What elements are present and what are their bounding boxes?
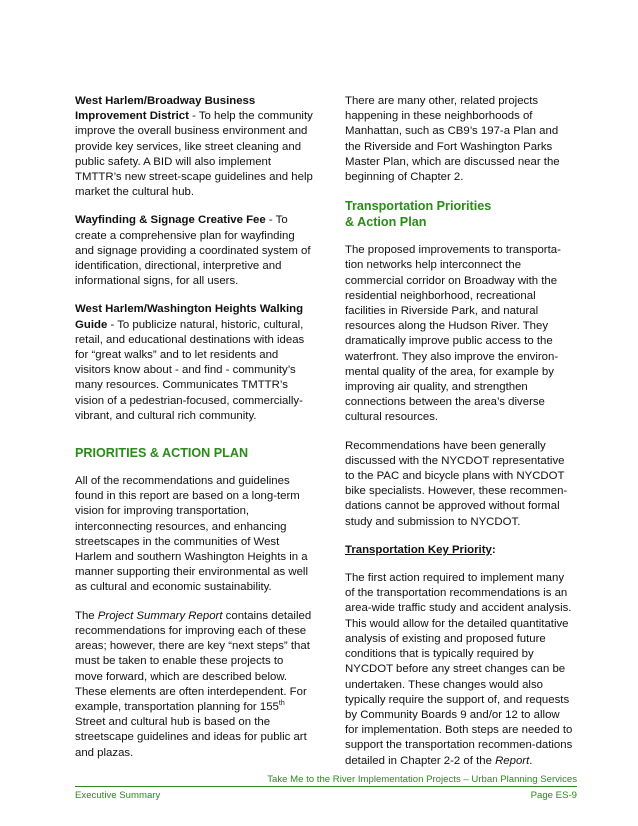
right-column xyxy=(345,94,575,782)
fee-title: Wayfinding & Signage Creative Fee xyxy=(75,214,266,227)
fee-paragraph xyxy=(75,213,313,289)
transportation-paragraph-1: The proposed improvements to transporta-tion networks help interconnect the commercial corridor on Broadway with the residential neighborhood, recreational facilities in Riverside Park, and natural resources along the Hudson River. They dramatically improve public access to the waterfront. They also improve the environ-mental quality of the area, for example by improving air quality, and strengthen connections between the area’s diverse cultural resources. xyxy=(345,244,561,424)
p2-text-c: Street and cultural hub is based on the streetscape guidelines and ideas for public art and plazas. xyxy=(75,716,307,759)
related-projects-paragraph: There are many other, related projects happening in these neighborhoods of Manhattan, such as CB9’s 197-a Plan and the Riverside and Fort Washington Parks Master Plan, which are discussed near the beginning of Chapter 2. xyxy=(345,95,560,184)
transportation-heading-line1: Transportation Priorities xyxy=(345,199,492,214)
footer-divider xyxy=(75,786,577,787)
transportation-paragraph-2: Recommendations have been generally discussed with the NYCDOT representative to the PAC and bicycle plans with NYCDOT bike specialists. However, these recommen-dations cannot be approved without formal study and submission to NYCDOT. xyxy=(345,439,568,528)
report-italic: Report xyxy=(495,754,530,767)
footer-project-title: Take Me to the River Implementation Projects – Urban Planning Services xyxy=(267,774,577,785)
p2-text-b: contains detailed recommendations for improving each of these areas; however, there are key “next steps” that must be taken to enable these projects to move forward, which are described below. These elements are often interdependent. For example, transportation planning for 155 xyxy=(75,609,312,713)
key-priority-label: Transportation Key Priority xyxy=(345,543,492,556)
left-column xyxy=(75,94,313,774)
guide-text: - To publicize natural, historic, cultural, retail, and educational destinations with ideas for “great walks” and to let residents and visitors know about - and find - community’s many resources. Communicates TMTTR’s vision of a pedestrian-focused, commercially-vibrant, and cultural rich community. xyxy=(75,318,305,422)
key-priority-heading xyxy=(345,543,575,558)
key-priority-colon: : xyxy=(491,543,496,556)
key-priority-paragraph xyxy=(345,571,575,769)
bid-text: - To help the community improve the overall business environment and provide key services, like street cleaning and public safety. A BID will also implement TMTTR’s new street-scape guidelines and help market the cultural hub. xyxy=(75,110,313,199)
p2-text-a: The xyxy=(75,609,98,622)
guide-paragraph xyxy=(75,302,313,424)
priorities-heading: PRIORITIES & ACTION PLAN xyxy=(75,446,249,461)
priorities-paragraph-1: All of the recommendations and guidelines found in this report are based on a long-term vision for improving transportation, interconnecting resources, and enhancing streetscapes in the communities of West Harlem and southern Washington Heights in a manner supporting their environmental as well as cultural and economic sustainability. xyxy=(75,475,308,594)
transportation-heading-line2: & Action Plan xyxy=(345,215,427,230)
bid-title: West Harlem/Broadway Business Improvement District xyxy=(75,95,256,123)
fee-text: - To create a comprehensive plan for wayfinding and signage providing a coordinated system of identification, directional, interpretive and informational signs, for all users. xyxy=(75,214,311,288)
footer-section: Executive Summary xyxy=(75,790,161,801)
ordinal-superscript: th xyxy=(278,700,285,708)
guide-title: West Harlem/Washington Heights Walking Guide xyxy=(75,303,304,331)
priorities-paragraph-2 xyxy=(75,609,313,761)
p4-text: The first action required to implement many of the transportation recommendations is an area-wide traffic study and accident analysis. This would allow for the detailed quantitative analysis of existing and proposed future conditions that is typically required by NYCDOT before any street changes can be undertaken. These changes would also typically require the support of, and requests by Community Boards 9 and/or 12 to allow for implementation. Both steps are needed to support the transportation recommen-dations detailed in Chapter 2-2 of the xyxy=(345,572,573,767)
report-title-italic: Project Summary Report xyxy=(97,609,223,622)
p4-end: . xyxy=(529,754,533,767)
footer-page-number: Page ES-9 xyxy=(530,790,577,801)
transportation-heading xyxy=(345,198,575,230)
bid-paragraph xyxy=(75,94,313,200)
